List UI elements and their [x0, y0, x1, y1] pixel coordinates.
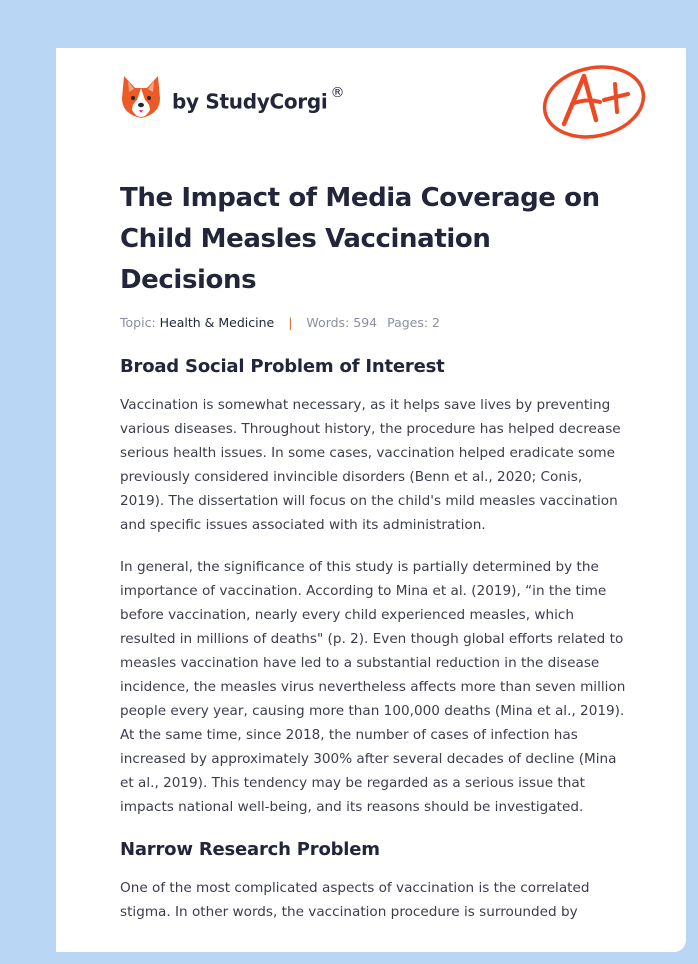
document-page	[56, 48, 686, 952]
header	[120, 48, 630, 170]
paragraph: Vaccination is somewhat necessary, as it helps save lives by preventing various diseases. Throughout history, the procedure has helped decrease serious health issues. In some cases, vaccination helped eradicate some previously considered invincible disorders (Benn et al., 2020; Conis, 2019). The dissertation will focus on the child's mild measles vaccination and specific issues associated with its administration.	[120, 397, 621, 533]
meta-separator: |	[288, 315, 293, 330]
corgi-icon	[120, 74, 162, 120]
topic-link[interactable]: Health & Medicine	[159, 315, 275, 330]
paragraph: In general, the significance of this study is partially determined by the importance of vaccination. According to Mina et al. (2019), “in the time before vaccination, nearly every child experienced measles, which resulted in millions of deaths" (p. 2). Even though global efforts related to measles vaccination have led to a substantial reduction in the disease incidence, the measles virus nevertheless affects more than seven million people every year, causing more than 100,000 deaths (Mina et al., 2019). At the same time, since 2018, the number of cases of infection has increased by approximately 300% after several decades of decline (Mina et al., 2019). This tendency may be regarded as a serious issue that impacts national well-being, and its reasons should be investigated.	[120, 559, 626, 815]
topic-label: Topic:	[120, 315, 156, 330]
page-count: Pages: 2	[387, 315, 441, 330]
document-title: The Impact of Media Coverage on Child Measles Vaccination Decisions	[120, 183, 600, 295]
section-heading-broad-problem: Broad Social Problem of Interest	[120, 356, 445, 377]
paragraph: One of the most complicated aspects of vaccination is the correlated stigma. In other words, the vaccination procedure is surrounded by	[120, 880, 590, 920]
studycorgi-logo[interactable]	[120, 74, 344, 120]
word-count: Words: 594	[306, 315, 378, 330]
section-heading-narrow-problem: Narrow Research Problem	[120, 839, 380, 860]
document-meta	[120, 315, 630, 330]
grade-a-plus-icon	[538, 58, 650, 146]
brand-name: by StudyCorgi ®	[172, 84, 345, 114]
